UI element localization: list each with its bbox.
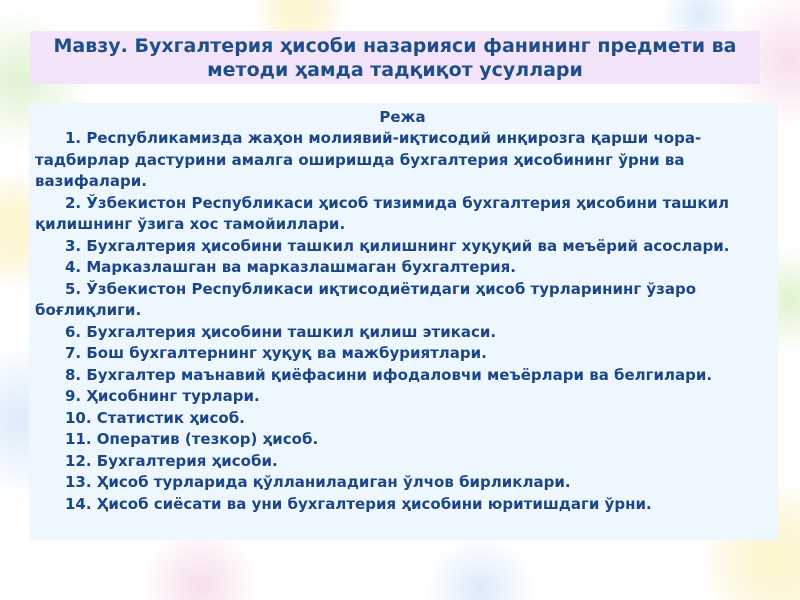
plan-item: 2. Ўзбекистон Республикаси ҳисоб тизимида бухгалтерия ҳисобини ташкил қилишнинг ўзига хос тамойиллари. [35,193,730,233]
plan-item: 12. Бухгалтерия ҳисоби. [65,451,278,470]
plan-item: 1. Республикамизда жаҳон молиявий-иқтисодий инқирозга қарши чора-тадбирлар дастурини амалга оширишда бухгалтерия ҳисобининг ўрни ва вазифалари. [35,129,702,190]
plan-item: 10. Статистик ҳисоб. [65,408,245,427]
plan-item: 8. Бухгалтер маънавий қиёфасини ифодаловчи меъёрлари ва белгилари. [65,365,713,384]
plan-item: 3. Бухгалтерия ҳисобини ташкил қилишнинг хуқуқий ва меъёрий асослари. [65,236,730,255]
slide-title-box [30,31,760,84]
plan-item: 4. Марказлашган ва марказлашмаган бухгалтерия. [65,258,517,276]
plan-box [29,103,778,540]
plan-item: 7. Бош бухгалтернинг ҳуқуқ ва мажбуриятлари. [65,344,487,362]
slide-title-line-2: методи ҳамда тадқиқот усуллари [207,59,583,81]
plan-list [35,128,770,515]
plan-item: 11. Оператив (тезкор) ҳисоб. [65,430,319,448]
plan-item: 9. Ҳисобнинг турлари. [65,387,260,405]
plan-item: 13. Ҳисоб турларида қўлланиладиган ўлчов бирликлари. [65,473,571,491]
plan-item: 5. Ўзбекистон Республикаси иқтисодиётидаги ҳисоб турларининг ўзаро боғлиқлиги. [35,279,697,319]
plan-item: 14. Ҳисоб сиёсати ва уни бухгалтерия ҳисобини юритишдаги ўрни. [65,494,652,513]
plan-item: 6. Бухгалтерия ҳисобини ташкил қилиш этикаси. [65,322,497,341]
plan-heading: Режа [379,108,426,126]
slide-title-line-1: Мавзу. Бухгалтерия ҳисоби назарияси фанининг предмети ва [53,35,737,57]
